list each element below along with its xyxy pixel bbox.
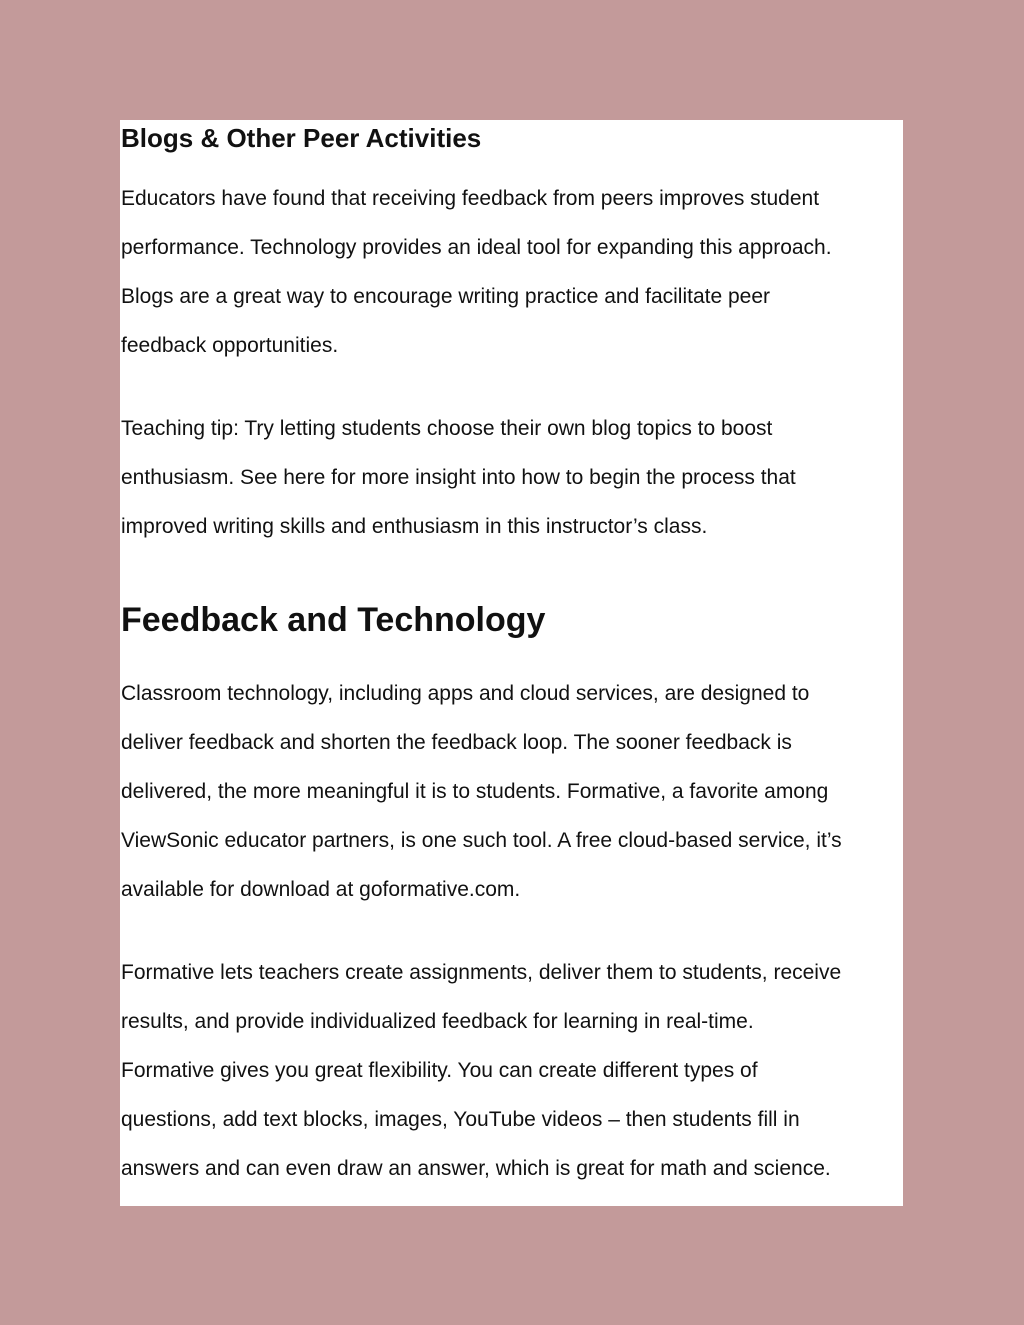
text-line: Educators have found that receiving feedback from peers improves student <box>121 187 820 210</box>
text-line: Formative lets teachers create assignments, deliver them to students, receive <box>121 961 842 984</box>
text-line: results, and provide individualized feedback for learning in real-time. <box>121 1010 754 1033</box>
text-line: performance. Technology provides an ideal tool for expanding this approach. <box>121 236 832 259</box>
paragraph-formative <box>121 961 903 1206</box>
text-line: answers and can even draw an answer, which is great for math and science. <box>121 1157 831 1180</box>
text-line: available for download at goformative.com. <box>121 878 521 901</box>
text-line: questions, add text blocks, images, YouTube videos – then students fill in <box>121 1108 800 1131</box>
text-line: Formative gives you great flexibility. You can create different types of <box>121 1059 758 1082</box>
paragraph-teaching-tip <box>121 417 903 564</box>
text-line: Blogs are a great way to encourage writing practice and facilitate peer <box>121 285 771 308</box>
text-line: enthusiasm. See here for more insight into how to begin the process that <box>121 466 796 489</box>
section-heading-feedback-technology: Feedback and Technology <box>121 601 546 639</box>
text-line: improved writing skills and enthusiasm in this instructor’s class. <box>121 515 708 538</box>
text-line: delivered, the more meaningful it is to students. Formative, a favorite among <box>121 780 829 803</box>
text-line: Teaching tip: Try letting students choose their own blog topics to boost <box>121 417 773 440</box>
text-line: ViewSonic educator partners, is one such tool. A free cloud-based service, it’s <box>121 829 842 852</box>
section-heading-blogs: Blogs & Other Peer Activities <box>121 123 482 153</box>
paragraph-peer-feedback <box>121 187 903 383</box>
text-line: Classroom technology, including apps and cloud services, are designed to <box>121 682 810 705</box>
text-line: deliver feedback and shorten the feedback loop. The sooner feedback is <box>121 731 792 754</box>
paragraph-classroom-technology <box>121 682 903 927</box>
text-line: feedback opportunities. <box>121 334 339 357</box>
document-page <box>120 120 903 1206</box>
